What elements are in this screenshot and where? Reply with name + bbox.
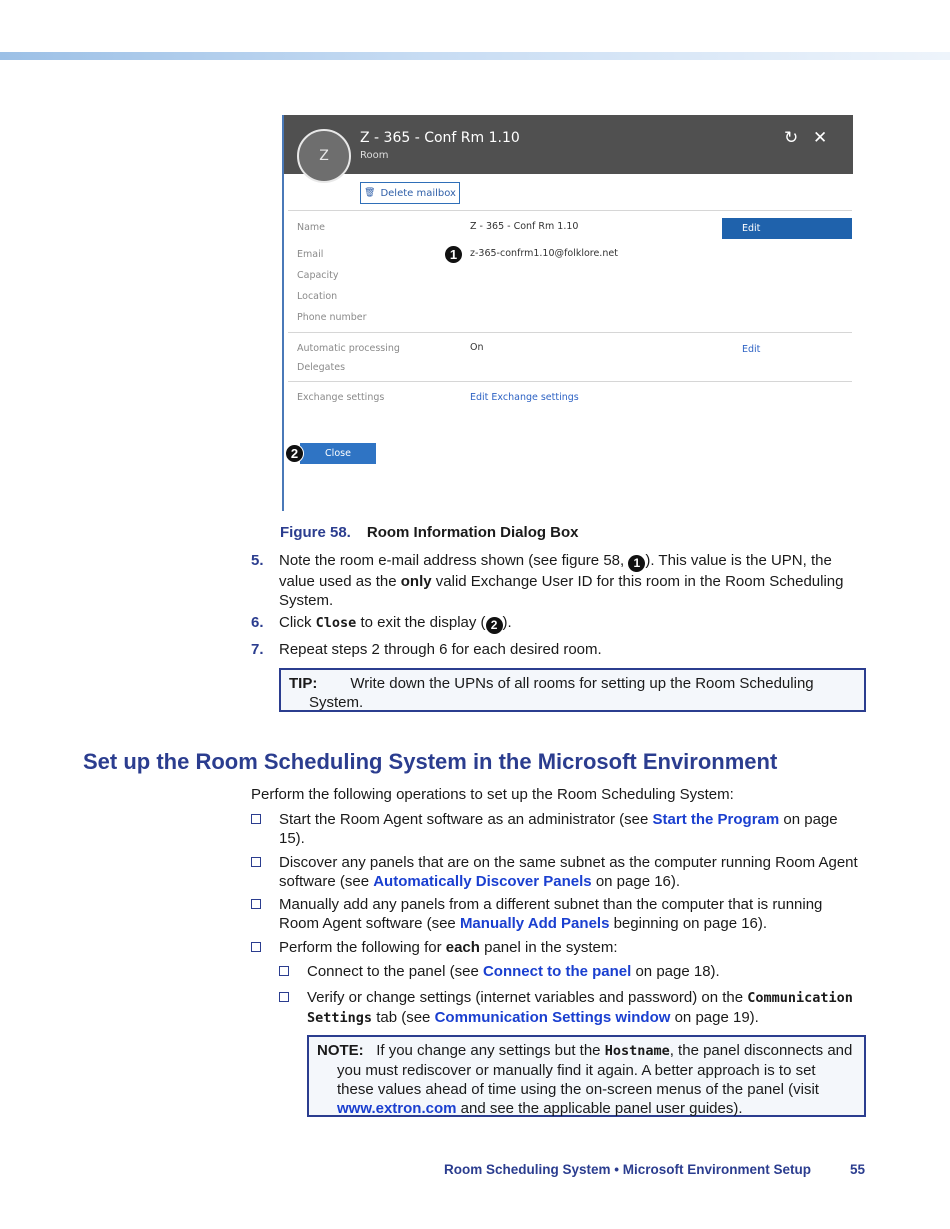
checkbox-icon xyxy=(251,857,261,867)
dialog-subtitle: Room xyxy=(360,150,389,161)
automatically-discover-panels-link[interactable]: Automatically Discover Panels xyxy=(373,873,592,890)
start-the-program-link[interactable]: Start the Program xyxy=(652,811,780,828)
step-text: Note the room e-mail address shown (see figure 58, 1 ). This value is the UPN, the value used as the only valid Exchange User ID for this room in the Room Scheduling System. xyxy=(279,552,844,609)
capacity-label: Capacity xyxy=(297,270,339,281)
list-item: Perform the following for each panel in the system: xyxy=(251,938,861,958)
note-box: NOTE: If you change any settings but the Hostname, the panel disconnects and you must rediscover or manually find it again. A better approach is to set these values ahead of time using the on-screen menus of the panel (visit www.extron.com and see the applicable panel user guides). xyxy=(307,1035,866,1117)
checkbox-icon xyxy=(251,814,261,824)
delete-mailbox-button[interactable] xyxy=(360,182,460,204)
list-item: Start the Room Agent software as an administrator (see Start the Program on page 15). xyxy=(251,810,861,850)
phone-number-label: Phone number xyxy=(297,312,367,323)
edit-link[interactable]: Edit xyxy=(742,344,761,355)
edit-exchange-settings-link[interactable]: Edit Exchange settings xyxy=(470,392,579,403)
manually-add-panels-link[interactable]: Manually Add Panels xyxy=(459,915,610,932)
email-value: z-365-confrm1.10@folklore.net xyxy=(470,248,618,259)
step-7 xyxy=(251,640,851,660)
list-item: Discover any panels that are on the same subnet as the computer running Room Agent software (see Automatically Discover Panels on page 16). xyxy=(251,853,866,893)
checkbox-icon xyxy=(251,942,261,952)
callout-2-inline: 2 xyxy=(486,617,503,634)
checkbox-icon xyxy=(251,899,261,909)
extron-website-link[interactable]: www.extron.com xyxy=(337,1100,457,1117)
name-value: Z - 365 - Conf Rm 1.10 xyxy=(470,221,579,232)
figure-caption xyxy=(280,524,579,541)
figure-number: Figure 58. xyxy=(280,524,351,541)
email-label: Email xyxy=(297,249,324,260)
step-number: 5. xyxy=(251,552,264,569)
step-5 xyxy=(251,551,851,609)
edit-button[interactable]: Edit xyxy=(722,218,852,239)
section-title: Set up the Room Scheduling System in the Microsoft Environment xyxy=(83,749,778,774)
header-gradient-bar xyxy=(0,52,950,60)
automatic-processing-value: On xyxy=(470,342,484,353)
divider xyxy=(288,210,852,211)
callout-2: 2 xyxy=(285,444,304,463)
step-number: 7. xyxy=(251,641,264,658)
delegates-label: Delegates xyxy=(297,362,346,373)
name-label: Name xyxy=(297,222,326,233)
step-text: Repeat steps 2 through 6 for each desired room. xyxy=(279,641,602,658)
tip-text: Write down the UPNs of all rooms for setting up the Room Scheduling System. xyxy=(309,675,814,711)
automatic-processing-label: Automatic processing xyxy=(297,343,400,354)
trash-icon: 🗑 xyxy=(364,188,376,198)
communication-settings-window-link[interactable]: Communication Settings window xyxy=(434,1009,671,1026)
avatar xyxy=(297,129,351,183)
tip-box xyxy=(279,668,866,712)
note-head: NOTE: xyxy=(317,1042,364,1059)
location-label: Location xyxy=(297,291,338,302)
refresh-icon[interactable]: ↻ xyxy=(784,128,799,148)
step-text: Click Close to exit the display ( 2 ). xyxy=(279,614,512,632)
close-icon[interactable]: ✕ xyxy=(813,128,828,148)
page-number: 55 xyxy=(850,1162,866,1177)
callout-1: 1 xyxy=(444,245,463,264)
step-6 xyxy=(251,613,851,633)
figure-title: Room Information Dialog Box xyxy=(366,524,579,541)
tip-head: TIP: xyxy=(289,675,318,692)
divider xyxy=(288,381,852,382)
sub-list-item: Connect to the panel (see Connect to the panel on page 18). xyxy=(279,962,864,982)
section-intro: Perform the following operations to set up the Room Scheduling System: xyxy=(251,786,734,803)
dialog-header xyxy=(284,115,853,174)
step-number: 6. xyxy=(251,614,264,631)
callout-1-inline: 1 xyxy=(628,555,645,572)
exchange-settings-label: Exchange settings xyxy=(297,392,385,403)
room-information-dialog-screenshot xyxy=(282,115,853,511)
connect-to-the-panel-link[interactable]: Connect to the panel xyxy=(482,963,632,980)
footer-title: Room Scheduling System • Microsoft Environment Setup xyxy=(444,1162,812,1177)
list-item: Manually add any panels from a different subnet than the computer that is running Room Agent software (see Manually Add Panels beginning on page 16). xyxy=(251,895,861,935)
delete-mailbox-label: Delete mailbox xyxy=(380,187,456,199)
avatar-letter: Z xyxy=(319,148,329,164)
close-button[interactable]: Close xyxy=(300,443,376,464)
checkbox-icon xyxy=(279,992,289,1002)
divider xyxy=(288,332,852,333)
dialog-title: Z - 365 - Conf Rm 1.10 xyxy=(360,130,520,146)
checkbox-icon xyxy=(279,966,289,976)
sub-list-item: Verify or change settings (internet variables and password) on the Communication Settings tab (see Communication Settings window on page 19). xyxy=(279,988,869,1028)
